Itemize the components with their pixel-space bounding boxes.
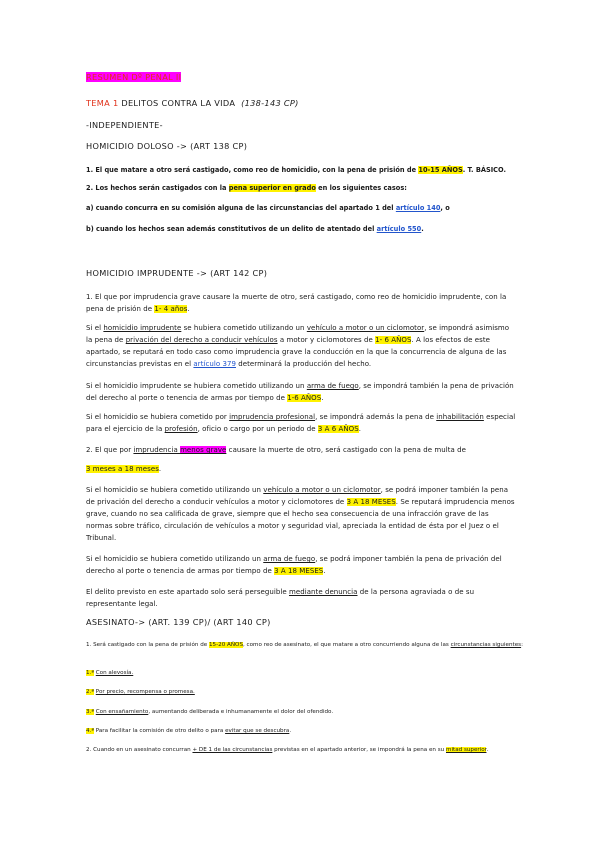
circumstance-4: 4.ª Para facilitar la comisión de otro delito o para evitar que se descubra. bbox=[86, 728, 292, 734]
circumstance-3: 3.ª Con ensañamiento, aumentando deliberada e inhumanamente el dolor del ofendido. bbox=[86, 709, 334, 715]
topic-heading bbox=[86, 97, 516, 109]
topic-title: DELITOS CONTRA LA VIDA bbox=[121, 98, 236, 108]
summary-title: RESUMEN Dº PENAL II bbox=[86, 72, 182, 82]
asesinato-heading: ASESINATO-> (ART. 139 CP)/ (ART 140 CP) bbox=[86, 617, 271, 627]
homicidio-imprudente-heading: HOMICIDIO IMPRUDENTE -> (ART 142 CP) bbox=[86, 268, 268, 278]
topic-label: TEMA 1 bbox=[86, 98, 119, 108]
articulo-379-link[interactable]: artículo 379 bbox=[193, 360, 236, 368]
imprudente-paragraph-1: 1. El que por imprudencia grave causare la muerte de otro, será castigado, como reo de homicidio imprudente, con la pena de prisión de 1- 4 años. bbox=[86, 293, 507, 313]
articulo-140-link[interactable]: artículo 140 bbox=[395, 204, 441, 212]
circumstance-2: 2.ª Por precio, recompensa o promesa. bbox=[86, 689, 195, 695]
circumstance-1: 1.ª Con alevosía. bbox=[86, 670, 134, 676]
imprudente-paragraph-7: Si el homicidio se hubiera cometido utilizando un arma de fuego, se podrá imponer también la pena de privación del derecho al porte o tenencia de armas por tiempo de 3 A 18 MESES. bbox=[86, 555, 502, 575]
doloso-paragraph-1: 1. El que matare a otro será castigado, como reo de homicidio, con la pena de prisión de 10-15 AÑOS. T. BÁSICO. bbox=[86, 166, 506, 174]
imprudente-paragraph-5-penalty: 3 meses a 18 meses. bbox=[86, 465, 162, 473]
doloso-paragraph-b: b) cuando los hechos sean además constitutivos de un delito de atentado del artículo 550. bbox=[86, 225, 424, 233]
homicidio-doloso-heading: HOMICIDIO DOLOSO -> (ART 138 CP) bbox=[86, 141, 248, 151]
imprudente-paragraph-5: 2. El que por imprudencia menos grave causare la muerte de otro, será castigado con la pena de multa de bbox=[86, 446, 466, 454]
imprudente-paragraph-4: Si el homicidio se hubiera cometido por imprudencia profesional, se impondrá además la pena de inhabilitación especial para el ejercicio de la profesión, oficio o cargo por un periodo de 3 A 6 AÑOS. bbox=[86, 413, 516, 433]
doloso-paragraph-a: a) cuando concurra en su comisión alguna de las circunstancias del apartado 1 del artículo 140, o bbox=[86, 204, 450, 212]
doloso-paragraph-2: 2. Los hechos serán castigados con la pena superior en grado en los siguientes casos: bbox=[86, 184, 407, 192]
imprudente-paragraph-2: Si el homicidio imprudente se hubiera cometido utilizando un vehículo a motor o un ciclomotor, se impondrá asimismo la pena de privación del derecho a conducir vehículos a motor y ciclomotores de 1- 6 AÑOS. A los efectos de este apartado, se reputará en todo caso como imprudencia grave la conducción en la que la concurrencia de alguna de las circunstancias previstas en el artículo 379 determinará la producción del hecho. bbox=[86, 324, 510, 368]
imprudente-paragraph-6: Si el homicidio se hubiera cometido utilizando un vehículo a motor o un ciclomotor, se podrá imponer también la pena de privación del derecho a conducir vehículos a motor y ciclomotores de 3 A 18 MESES. Se reputará imprudencia menos grave, cuando no sea calificada de grave, siempre que el hecho sea consecuencia de una infracción grave de las normas sobre tráfico, circulación de vehículos a motor y seguridad vial, apreciada la entidad de ésta por el Juez o el Tribunal. bbox=[86, 486, 515, 542]
imprudente-paragraph-3: Si el homicidio imprudente se hubiera cometido utilizando un arma de fuego, se impondrá también la pena de privación del derecho al porte o tenencia de armas por tiempo de 1-6 AÑOS. bbox=[86, 382, 514, 402]
asesinato-paragraph-2: 2. Cuando en un asesinato concurran + DE 1 de las circunstancias previstas en el apartado anterior, se impondrá la pena en su mitad superior. bbox=[86, 747, 489, 753]
asesinato-paragraph-1: 1. Será castigado con la pena de prisión de 15-20 AÑOS, como reo de asesinato, el que matare a otro concurriendo alguna de las circunstancias siguientes: bbox=[86, 642, 523, 648]
topic-range: (138-143 CP) bbox=[241, 98, 299, 108]
imprudente-paragraph-8: El delito previsto en este apartado solo será perseguible mediante denuncia de la persona agraviada o de su representante legal. bbox=[86, 588, 475, 608]
independiente-heading: -INDEPENDIENTE- bbox=[86, 120, 163, 130]
articulo-550-link[interactable]: artículo 550 bbox=[376, 225, 422, 233]
